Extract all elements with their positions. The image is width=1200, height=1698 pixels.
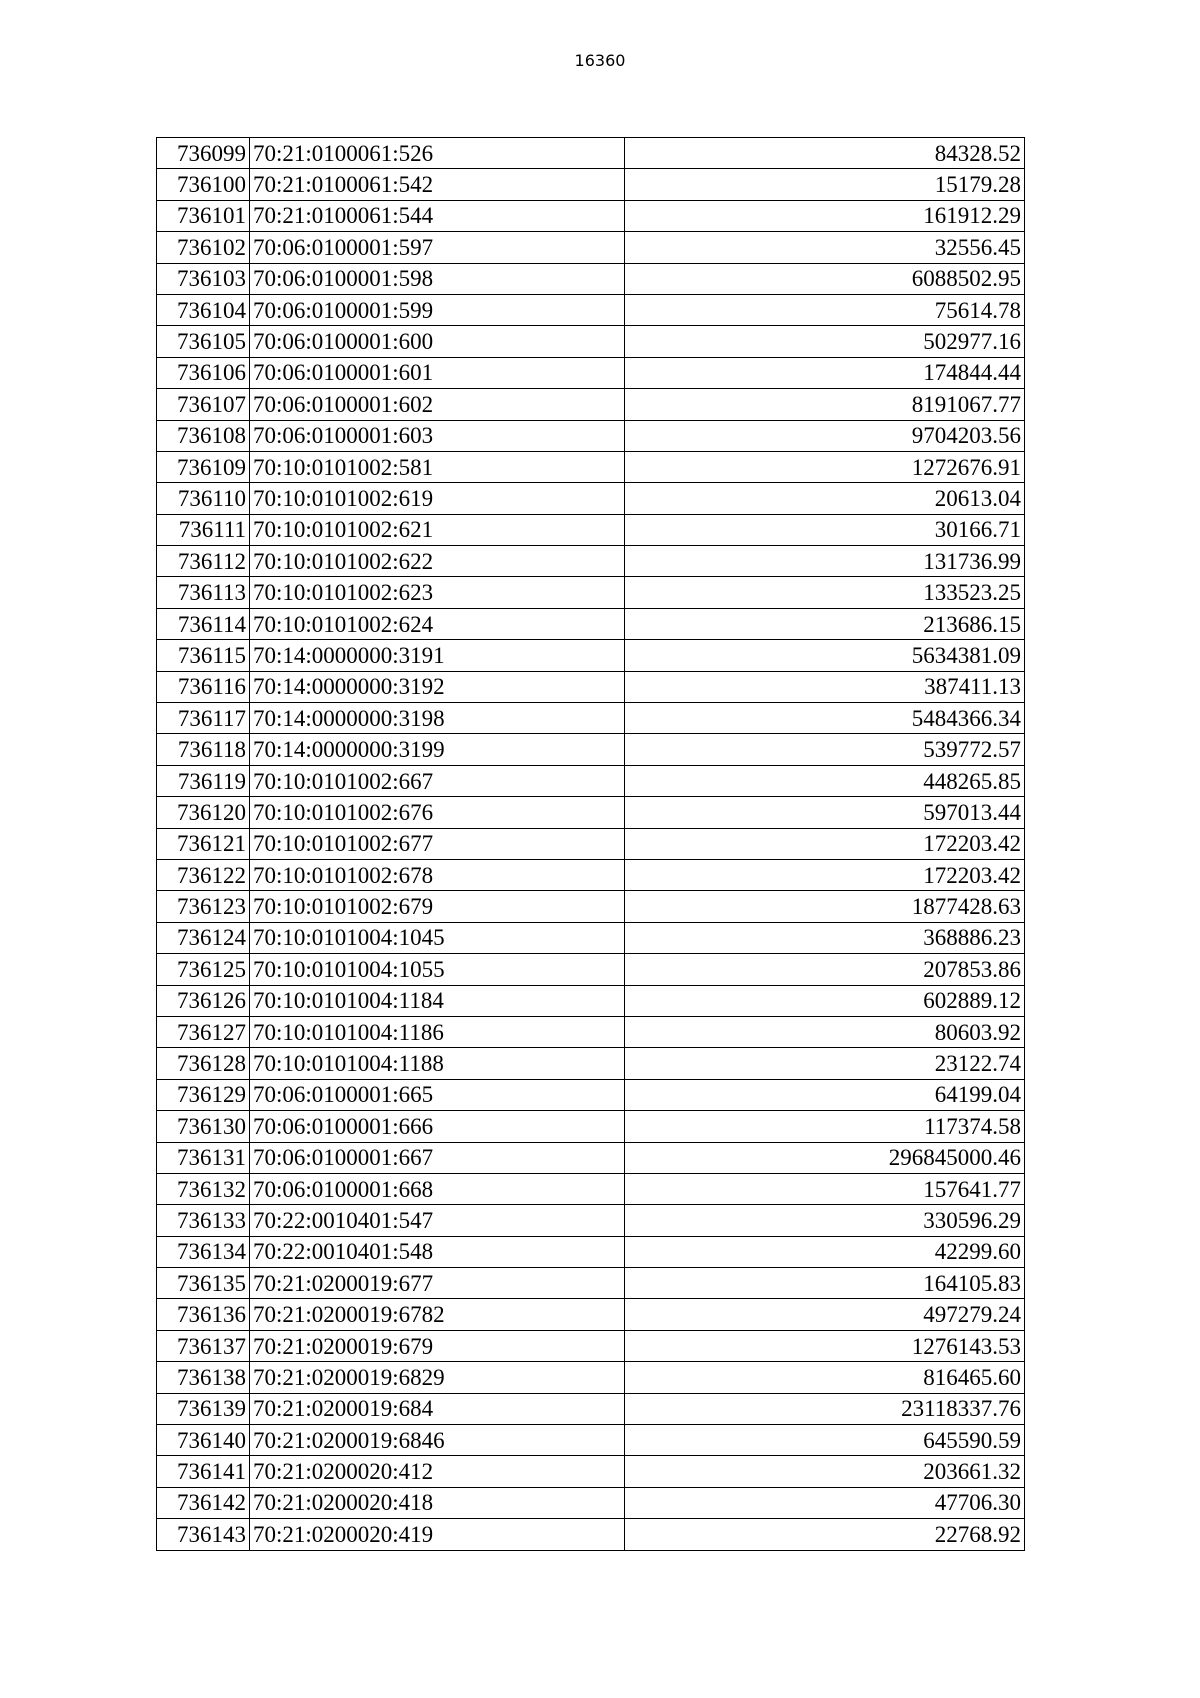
cadastral-number-cell: 70:14:0000000:3192 [250, 671, 625, 702]
cadastral-value-cell: 203661.32 [625, 1456, 1025, 1487]
row-number-cell: 736122 [157, 859, 250, 890]
row-number-cell: 736117 [157, 703, 250, 734]
cadastral-value-cell: 8191067.77 [625, 389, 1025, 420]
row-number-cell: 736121 [157, 828, 250, 859]
cadastral-number-cell: 70:06:0100001:603 [250, 420, 625, 451]
table-row [157, 1425, 1025, 1456]
table-row [157, 859, 1025, 890]
cadastral-value-cell: 164105.83 [625, 1268, 1025, 1299]
row-number-cell: 736129 [157, 1079, 250, 1110]
cadastral-value-cell: 23122.74 [625, 1048, 1025, 1079]
row-number-cell: 736123 [157, 891, 250, 922]
cadastral-value-cell: 502977.16 [625, 326, 1025, 357]
cadastral-number-cell: 70:14:0000000:3199 [250, 734, 625, 765]
table-row [157, 1330, 1025, 1361]
row-number-cell: 736124 [157, 922, 250, 953]
table-row [157, 200, 1025, 231]
row-number-cell: 736133 [157, 1205, 250, 1236]
row-number-cell: 736111 [157, 514, 250, 545]
cadastral-value-cell: 47706.30 [625, 1487, 1025, 1518]
cadastral-value-cell: 172203.42 [625, 859, 1025, 890]
cadastral-number-cell: 70:14:0000000:3191 [250, 640, 625, 671]
cadastral-value-cell: 368886.23 [625, 922, 1025, 953]
row-number-cell: 736100 [157, 169, 250, 200]
table-row [157, 232, 1025, 263]
table-row [157, 1173, 1025, 1204]
cadastral-number-cell: 70:10:0101002:623 [250, 577, 625, 608]
table-row [157, 1456, 1025, 1487]
table-row [157, 1362, 1025, 1393]
table-row [157, 828, 1025, 859]
cadastral-number-cell: 70:21:0200019:6829 [250, 1362, 625, 1393]
row-number-cell: 736099 [157, 138, 250, 169]
cadastral-value-cell: 131736.99 [625, 546, 1025, 577]
cadastral-value-cell: 597013.44 [625, 797, 1025, 828]
cadastral-number-cell: 70:21:0200019:6782 [250, 1299, 625, 1330]
cadastral-number-cell: 70:22:0010401:548 [250, 1236, 625, 1267]
cadastral-value-cell: 539772.57 [625, 734, 1025, 765]
table-row [157, 169, 1025, 200]
cadastral-value-cell: 816465.60 [625, 1362, 1025, 1393]
table-body [157, 138, 1025, 1551]
table-row [157, 483, 1025, 514]
table-row [157, 294, 1025, 325]
cadastral-value-cell: 174844.44 [625, 357, 1025, 388]
cadastral-number-cell: 70:10:0101004:1188 [250, 1048, 625, 1079]
cadastral-number-cell: 70:21:0200020:418 [250, 1487, 625, 1518]
table-row [157, 671, 1025, 702]
row-number-cell: 736120 [157, 797, 250, 828]
row-number-cell: 736126 [157, 985, 250, 1016]
table-row [157, 985, 1025, 1016]
row-number-cell: 736130 [157, 1111, 250, 1142]
table-row [157, 608, 1025, 639]
table-row [157, 1487, 1025, 1518]
cadastral-number-cell: 70:10:0101004:1055 [250, 954, 625, 985]
cadastral-number-cell: 70:21:0200019:6846 [250, 1425, 625, 1456]
cadastral-value-cell: 207853.86 [625, 954, 1025, 985]
cadastral-number-cell: 70:10:0101002:676 [250, 797, 625, 828]
cadastral-value-cell: 6088502.95 [625, 263, 1025, 294]
cadastral-value-cell: 84328.52 [625, 138, 1025, 169]
row-number-cell: 736134 [157, 1236, 250, 1267]
table-row [157, 1048, 1025, 1079]
cadastral-value-cell: 22768.92 [625, 1519, 1025, 1550]
row-number-cell: 736140 [157, 1425, 250, 1456]
table-row [157, 1299, 1025, 1330]
cadastral-value-cell: 330596.29 [625, 1205, 1025, 1236]
table-row [157, 703, 1025, 734]
row-number-cell: 736142 [157, 1487, 250, 1518]
row-number-cell: 736101 [157, 200, 250, 231]
cadastral-value-cell: 448265.85 [625, 765, 1025, 796]
row-number-cell: 736107 [157, 389, 250, 420]
table-row [157, 1519, 1025, 1550]
cadastral-number-cell: 70:06:0100001:600 [250, 326, 625, 357]
row-number-cell: 736112 [157, 546, 250, 577]
cadastral-number-cell: 70:06:0100001:599 [250, 294, 625, 325]
table-row [157, 514, 1025, 545]
table-row [157, 797, 1025, 828]
cadastral-number-cell: 70:10:0101002:581 [250, 451, 625, 482]
cadastral-number-cell: 70:21:0100061:526 [250, 138, 625, 169]
cadastral-value-cell: 80603.92 [625, 1016, 1025, 1047]
table-row [157, 1393, 1025, 1424]
row-number-cell: 736125 [157, 954, 250, 985]
row-number-cell: 736106 [157, 357, 250, 388]
cadastral-number-cell: 70:10:0101002:677 [250, 828, 625, 859]
row-number-cell: 736102 [157, 232, 250, 263]
cadastral-value-cell: 5484366.34 [625, 703, 1025, 734]
table-row [157, 138, 1025, 169]
row-number-cell: 736139 [157, 1393, 250, 1424]
cadastral-number-cell: 70:10:0101002:667 [250, 765, 625, 796]
cadastral-value-cell: 42299.60 [625, 1236, 1025, 1267]
row-number-cell: 736109 [157, 451, 250, 482]
row-number-cell: 736136 [157, 1299, 250, 1330]
cadastral-number-cell: 70:06:0100001:667 [250, 1142, 625, 1173]
row-number-cell: 736116 [157, 671, 250, 702]
table-row [157, 1205, 1025, 1236]
table-row [157, 1142, 1025, 1173]
cadastral-value-cell: 32556.45 [625, 232, 1025, 263]
row-number-cell: 736115 [157, 640, 250, 671]
cadastral-value-cell: 172203.42 [625, 828, 1025, 859]
cadastral-number-cell: 70:22:0010401:547 [250, 1205, 625, 1236]
table-row [157, 640, 1025, 671]
table-row [157, 1111, 1025, 1142]
row-number-cell: 736113 [157, 577, 250, 608]
cadastral-value-cell: 157641.77 [625, 1173, 1025, 1204]
row-number-cell: 736135 [157, 1268, 250, 1299]
row-number-cell: 736127 [157, 1016, 250, 1047]
cadastral-number-cell: 70:21:0100061:542 [250, 169, 625, 200]
table-row [157, 263, 1025, 294]
cadastral-value-cell: 15179.28 [625, 169, 1025, 200]
cadastral-number-cell: 70:21:0200020:412 [250, 1456, 625, 1487]
table-row [157, 891, 1025, 922]
cadastral-number-cell: 70:06:0100001:665 [250, 1079, 625, 1110]
cadastral-number-cell: 70:10:0101002:624 [250, 608, 625, 639]
cadastral-number-cell: 70:21:0200019:684 [250, 1393, 625, 1424]
row-number-cell: 736119 [157, 765, 250, 796]
cadastral-number-cell: 70:10:0101002:619 [250, 483, 625, 514]
cadastral-number-cell: 70:10:0101002:622 [250, 546, 625, 577]
cadastral-number-cell: 70:21:0100061:544 [250, 200, 625, 231]
cadastral-value-cell: 296845000.46 [625, 1142, 1025, 1173]
table-row [157, 765, 1025, 796]
row-number-cell: 736131 [157, 1142, 250, 1173]
cadastral-number-cell: 70:10:0101002:621 [250, 514, 625, 545]
cadastral-value-cell: 213686.15 [625, 608, 1025, 639]
cadastral-value-cell: 9704203.56 [625, 420, 1025, 451]
row-number-cell: 736108 [157, 420, 250, 451]
table-row [157, 420, 1025, 451]
cadastral-value-cell: 64199.04 [625, 1079, 1025, 1110]
cadastral-number-cell: 70:06:0100001:602 [250, 389, 625, 420]
row-number-cell: 736114 [157, 608, 250, 639]
row-number-cell: 736110 [157, 483, 250, 514]
cadastral-number-cell: 70:21:0200019:679 [250, 1330, 625, 1361]
cadastral-number-cell: 70:21:0200019:677 [250, 1268, 625, 1299]
table-row [157, 1268, 1025, 1299]
cadastral-value-cell: 20613.04 [625, 483, 1025, 514]
table-row [157, 577, 1025, 608]
table-row [157, 357, 1025, 388]
cadastral-number-cell: 70:10:0101004:1186 [250, 1016, 625, 1047]
page-number: 16360 [574, 51, 626, 70]
cadastral-value-cell: 1272676.91 [625, 451, 1025, 482]
cadastral-number-cell: 70:14:0000000:3198 [250, 703, 625, 734]
cadastral-number-cell: 70:10:0101002:679 [250, 891, 625, 922]
row-number-cell: 736141 [157, 1456, 250, 1487]
table-row [157, 954, 1025, 985]
cadastral-number-cell: 70:10:0101004:1184 [250, 985, 625, 1016]
cadastral-number-cell: 70:21:0200020:419 [250, 1519, 625, 1550]
cadastral-value-cell: 497279.24 [625, 1299, 1025, 1330]
table-row [157, 734, 1025, 765]
row-number-cell: 736103 [157, 263, 250, 294]
row-number-cell: 736137 [157, 1330, 250, 1361]
cadastral-value-cell: 5634381.09 [625, 640, 1025, 671]
cadastral-number-cell: 70:06:0100001:597 [250, 232, 625, 263]
cadastral-value-cell: 75614.78 [625, 294, 1025, 325]
row-number-cell: 736128 [157, 1048, 250, 1079]
cadastral-value-cell: 117374.58 [625, 1111, 1025, 1142]
cadastral-number-cell: 70:10:0101002:678 [250, 859, 625, 890]
cadastral-number-cell: 70:06:0100001:668 [250, 1173, 625, 1204]
cadastral-number-cell: 70:06:0100001:598 [250, 263, 625, 294]
table-row [157, 546, 1025, 577]
table-row [157, 451, 1025, 482]
cadastral-value-cell: 1276143.53 [625, 1330, 1025, 1361]
cadastral-value-table [156, 137, 1025, 1551]
row-number-cell: 736132 [157, 1173, 250, 1204]
row-number-cell: 736118 [157, 734, 250, 765]
cadastral-value-cell: 602889.12 [625, 985, 1025, 1016]
row-number-cell: 736104 [157, 294, 250, 325]
cadastral-value-cell: 1877428.63 [625, 891, 1025, 922]
cadastral-number-cell: 70:10:0101004:1045 [250, 922, 625, 953]
table-row [157, 922, 1025, 953]
cadastral-number-cell: 70:06:0100001:666 [250, 1111, 625, 1142]
table-row [157, 1016, 1025, 1047]
cadastral-value-cell: 161912.29 [625, 200, 1025, 231]
row-number-cell: 736143 [157, 1519, 250, 1550]
cadastral-value-cell: 387411.13 [625, 671, 1025, 702]
table-row [157, 1079, 1025, 1110]
cadastral-value-cell: 133523.25 [625, 577, 1025, 608]
cadastral-value-cell: 30166.71 [625, 514, 1025, 545]
cadastral-value-cell: 645590.59 [625, 1425, 1025, 1456]
table-row [157, 1236, 1025, 1267]
table-row [157, 389, 1025, 420]
row-number-cell: 736105 [157, 326, 250, 357]
row-number-cell: 736138 [157, 1362, 250, 1393]
table-row [157, 326, 1025, 357]
cadastral-number-cell: 70:06:0100001:601 [250, 357, 625, 388]
cadastral-value-cell: 23118337.76 [625, 1393, 1025, 1424]
